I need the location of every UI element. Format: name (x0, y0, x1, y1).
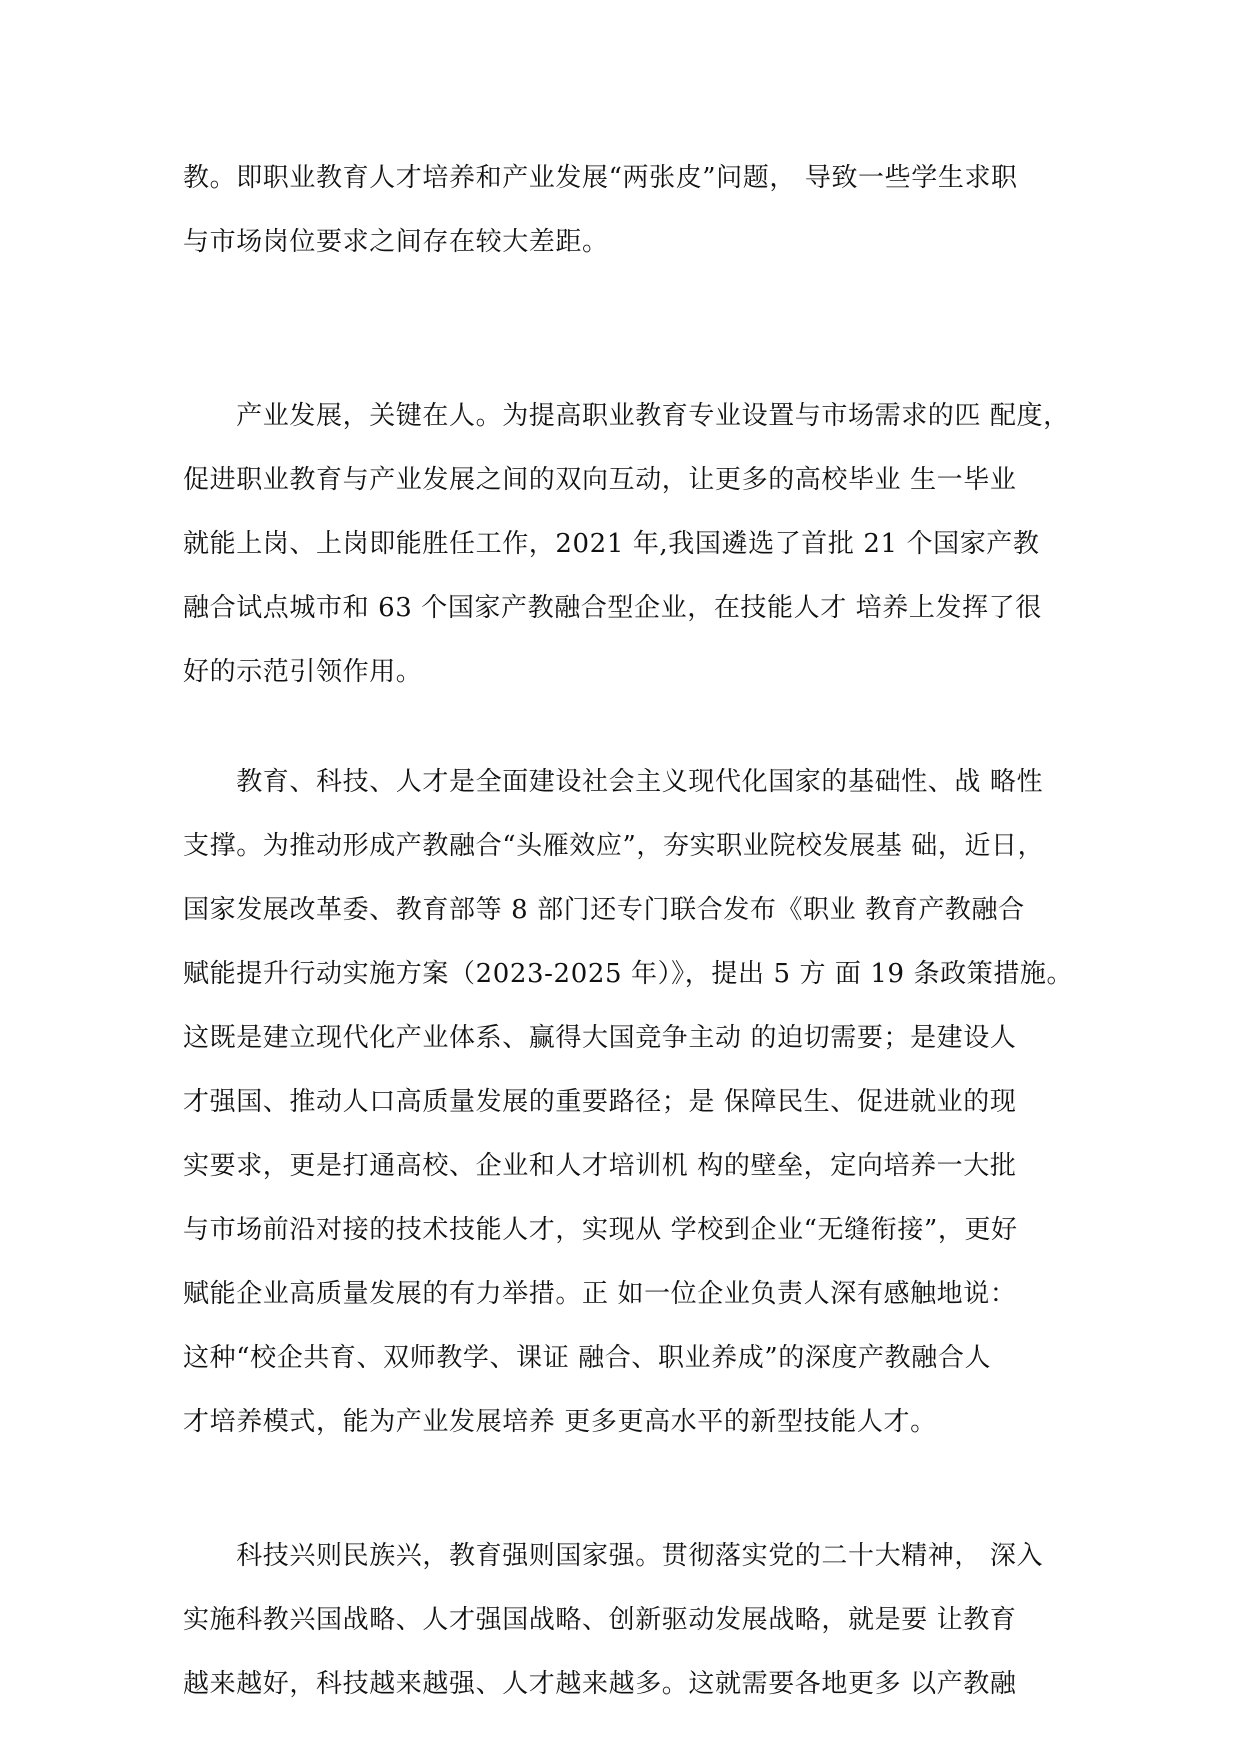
text-line: 教育、科技、人才是全面建设社会主义现代化国家的基础性、战 略性 (183, 767, 1044, 797)
text-line: 越来越好，科技越来越强、人才越来越多。这就需要各地更多 以产教融 (183, 1669, 1017, 1699)
text-line: 好的示范引领作用。 (183, 657, 423, 687)
text-line: 产业发展，关键在人。为提高职业教育专业设置与市场需求的匹 配度， (183, 401, 1070, 431)
text-line: 实要求，更是打通高校、企业和人才培训机 构的壁垒，定向培养一大批 (183, 1151, 1017, 1181)
text-line: 才强国、推动人口高质量发展的重要路径；是 保障民生、促进就业的现 (183, 1087, 1017, 1117)
paragraph-4 (183, 1524, 1063, 1716)
text-line: 融合试点城市和 63 个国家产教融合型企业，在技能人才 培养上发挥了很 (183, 593, 1042, 623)
text-line: 支撑。为推动形成产教融合“头雁效应”，夯实职业院校发展基 础，近日， (183, 831, 1045, 861)
text-line: 与市场前沿对接的技术技能人才，实现从 学校到企业“无缝衔接”，更好 (183, 1215, 1018, 1245)
text-line: 教。即职业教育人才培养和产业发展“两张皮”问题， 导致一些学生求职 (183, 163, 1018, 193)
text-line: 科技兴则民族兴，教育强则国家强。贯彻落实党的二十大精神， 深入 (183, 1541, 1044, 1571)
text-line: 促进职业教育与产业发展之间的双向互动，让更多的高校毕业 生一毕业 (183, 465, 1017, 495)
paragraph-3 (183, 750, 1074, 1454)
text-line: 实施科教兴国战略、人才强国战略、创新驱动发展战略，就是要 让教育 (183, 1605, 1017, 1635)
text-line: 赋能提升行动实施方案（2023-2025 年）》，提出 5 方 面 19 条政策措施。 (183, 959, 1074, 989)
text-line: 与市场岗位要求之间存在较大差距。 (183, 227, 609, 257)
text-line: 这既是建立现代化产业体系、赢得大国竞争主动 的迫切需要；是建设人 (183, 1023, 1017, 1053)
paragraph-2 (183, 384, 1070, 704)
paragraph-1 (183, 146, 1063, 274)
text-line: 国家发展改革委、教育部等 8 部门还专门联合发布《职业 教育产教融合 (183, 895, 1025, 925)
text-line: 这种“校企共育、双师教学、课证 融合、职业养成”的深度产教融合人 (183, 1343, 992, 1373)
text-line: 赋能企业高质量发展的有力举措。正 如一位企业负责人深有感触地说： (183, 1279, 1017, 1309)
text-line: 就能上岗、上岗即能胜任工作，2021 年,我国遴选了首批 21 个国家产教 (183, 529, 1040, 559)
text-line: 才培养模式，能为产业发展培养 更多更高水平的新型技能人才。 (183, 1407, 937, 1437)
